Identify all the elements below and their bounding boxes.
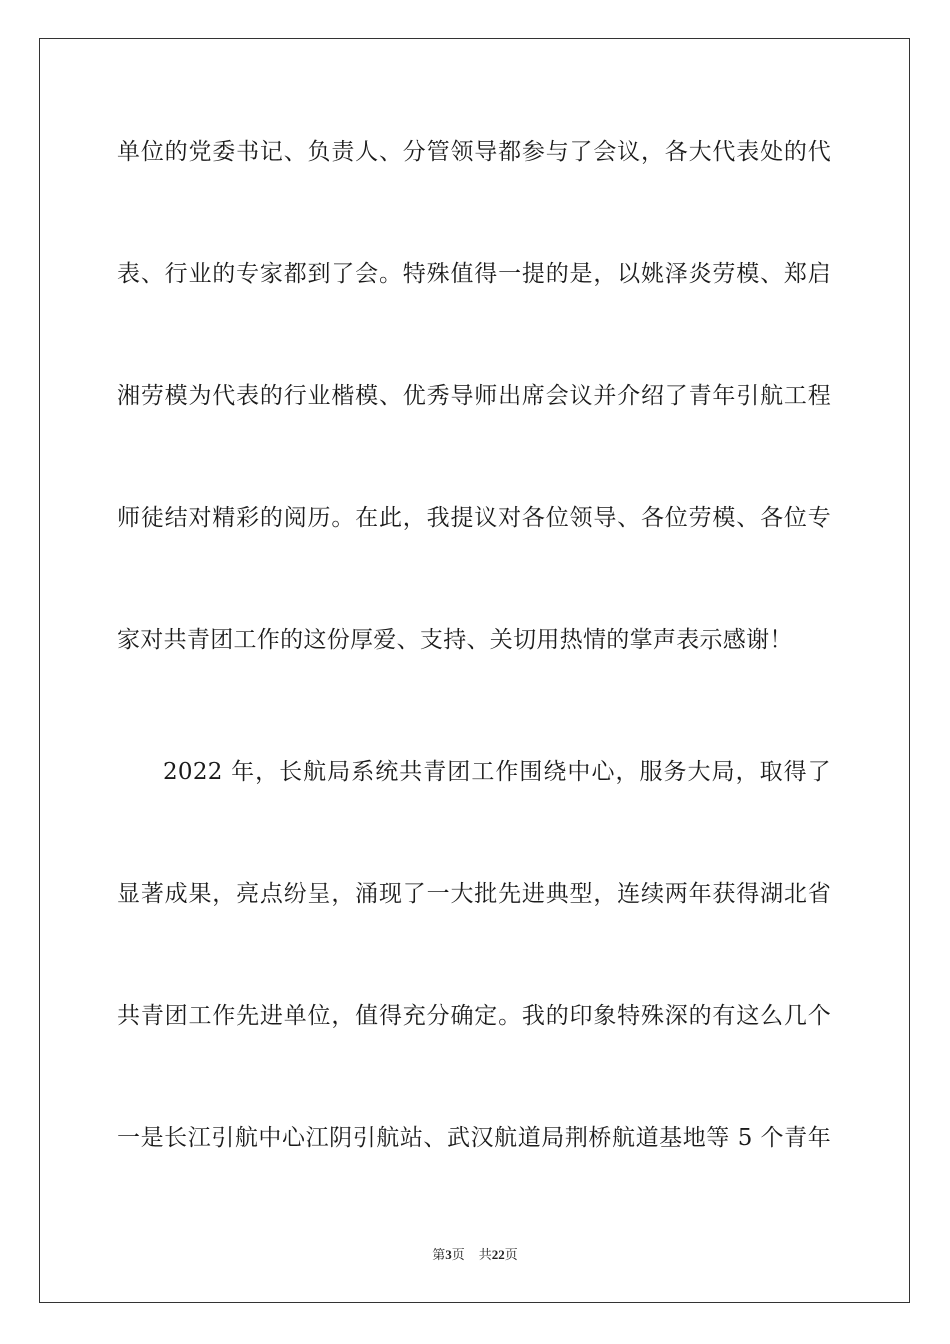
- page-prefix: 第: [432, 1247, 446, 1262]
- text-line-1: 单位的党委书记、负责人、分管领导都参与了会议，各大代表处的代: [117, 139, 831, 165]
- total-suffix: 页: [504, 1247, 518, 1262]
- text-line-4: 师徒结对精彩的阅历。在此，我提议对各位领导、各位劳模、各位专: [117, 505, 831, 531]
- text-line-2: 表、行业的专家都到了会。特殊值得一提的是，以姚泽炎劳模、郑启: [117, 261, 831, 287]
- total-prefix: 共: [478, 1247, 492, 1262]
- page-border: [39, 38, 910, 1303]
- total-page-count: 22: [491, 1247, 505, 1262]
- paragraph-2-line-4: 一是长江引航中心江阴引航站、武汉航道局荆桥航道基地等 5 个青年: [117, 1125, 831, 1151]
- text-line-5: 家对共青团工作的这份厚爱、支持、关切用热情的掌声表示感谢！: [117, 627, 793, 653]
- text-line-3: 湘劳模为代表的行业楷模、优秀导师出席会议并介绍了青年引航工程: [117, 383, 831, 409]
- paragraph-2-line-1: 2022 年，长航局系统共青团工作围绕中心，服务大局，取得了: [163, 759, 831, 785]
- paragraph-2-line-3: 共青团工作先进单位，值得充分确定。我的印象特殊深的有这么几个: [117, 1003, 831, 1029]
- current-page-number: 3: [445, 1247, 452, 1262]
- page-footer: [0, 1246, 950, 1264]
- paragraph-2-line-2: 显著成果，亮点纷呈，涌现了一大批先进典型，连续两年获得湖北省: [117, 881, 831, 907]
- page-label: 页: [451, 1247, 465, 1262]
